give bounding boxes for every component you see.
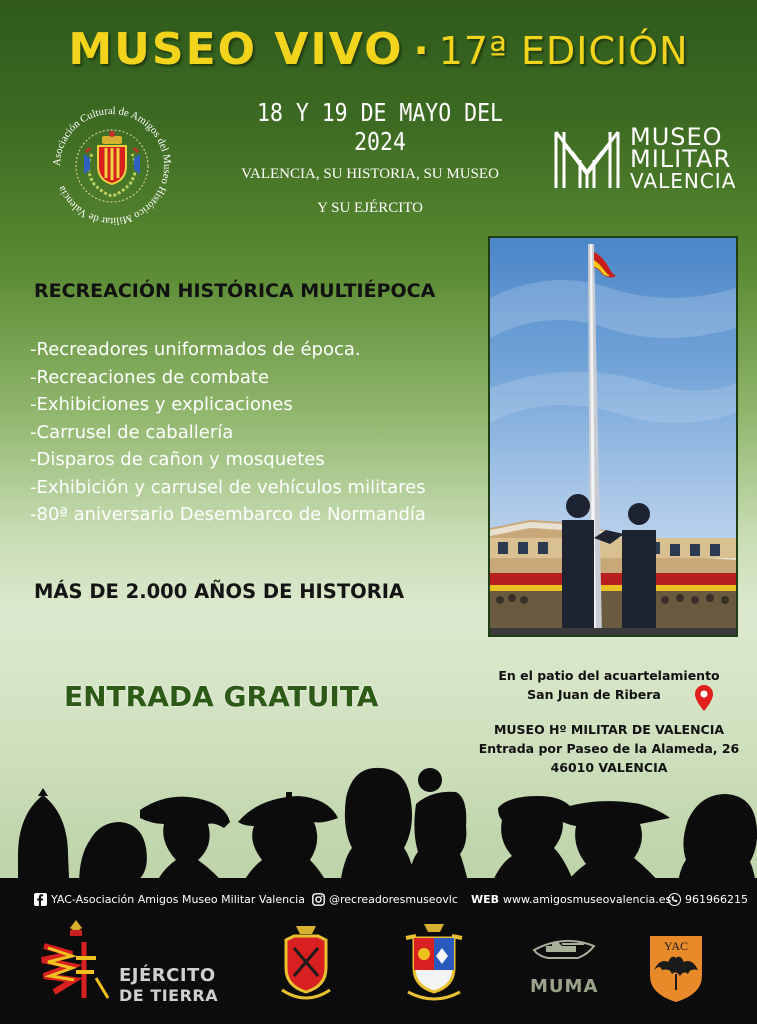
unit-shield-emblem: [278, 924, 334, 1004]
association-seal-logo: [46, 100, 178, 232]
poster-title: [0, 24, 757, 75]
activity-item: -Disparos de cañon y mosquetes: [30, 449, 325, 470]
seal-text: Asociación Cultural de Amigos del Museo Histórico Militar de Valencia: [51, 105, 173, 227]
phone-contact[interactable]: [668, 893, 748, 906]
museum-line-1: MUSEO: [630, 123, 723, 151]
location-pin-icon: [693, 684, 715, 712]
web-label: www.amigosmuseovalencia.es: [503, 893, 672, 906]
address-line-1: MUSEO Hº MILITAR DE VALENCIA: [493, 722, 725, 737]
tagline-line-1: VALENCIA, SU HISTORIA, SU MUSEO: [241, 166, 499, 182]
activity-item: -Recreaciones de combate: [30, 366, 270, 388]
instagram-icon: [312, 893, 325, 906]
contact-row: [0, 893, 757, 913]
edition-label: 17ª EDICIÓN: [438, 29, 689, 73]
facebook-icon: [34, 893, 47, 906]
muma-tank-emblem: [528, 932, 598, 972]
activity-item: -80ª aniversario Desembarco de Normandía: [30, 504, 426, 525]
history-heading: MÁS DE 2.000 AÑOS DE HISTORIA: [34, 580, 405, 603]
instagram-contact[interactable]: [312, 893, 458, 906]
activity-item: -Carrusel de caballería: [30, 421, 234, 443]
muma-label: MUMA: [530, 976, 599, 997]
phone-label: 961966215: [685, 893, 748, 906]
free-entry-label: ENTRADA GRATUITA: [64, 680, 379, 713]
museum-name: [630, 123, 737, 193]
web-contact[interactable]: [471, 893, 671, 906]
yac-label: YAC: [663, 939, 689, 953]
event-dates: 18 Y 19 DE MAYO DEL 2024: [257, 98, 503, 156]
location-line-2: San Juan de Ribera: [527, 687, 661, 702]
facebook-label: YAC-Asociación Amigos Museo Militar Valencia: [51, 893, 305, 906]
location-line-1: En el patio del acuartelamiento: [498, 668, 720, 683]
museum-monogram-icon: [552, 124, 622, 194]
phone-icon: [668, 893, 681, 906]
museum-line-2: MILITAR: [630, 145, 732, 173]
program-heading: RECREACIÓN HISTÓRICA MULTIÉPOCA: [34, 280, 436, 302]
activity-list: [30, 336, 426, 529]
flag-ceremony-photo: [488, 236, 738, 637]
web-prefix: WEB: [471, 893, 500, 906]
tagline-line-2: Y SU EJÉRCITO: [317, 200, 423, 216]
event-title: MUSEO VIVO: [68, 24, 404, 75]
regiment-shield-emblem: [402, 922, 466, 1002]
instagram-label: @recreadoresmuseovlc: [329, 893, 458, 906]
address-line-2: Entrada por Paseo de la Alameda, 26: [478, 741, 740, 756]
photo-illustration: [490, 238, 736, 635]
activity-item: -Exhibición y carrusel de vehículos militares: [30, 476, 426, 498]
museo-militar-logo: [552, 124, 742, 198]
yac-bat-emblem: [648, 934, 704, 1004]
museum-line-3: VALENCIA: [630, 169, 737, 193]
ejercito-de-tierra-emblem: [40, 918, 114, 1004]
activity-item: -Recreadores uniformados de época.: [30, 339, 361, 360]
facebook-contact[interactable]: [34, 893, 305, 906]
address-line-3: 46010 VALENCIA: [550, 760, 668, 775]
ejercito-line-2: DE TIERRA: [119, 986, 219, 1005]
ejercito-text: [119, 966, 218, 1006]
activity-item: -Exhibiciones y explicaciones: [30, 394, 293, 415]
ejercito-line-1: EJÉRCITO: [119, 965, 216, 986]
title-separator: ·: [413, 28, 429, 74]
soldier-silhouettes: [0, 760, 757, 900]
